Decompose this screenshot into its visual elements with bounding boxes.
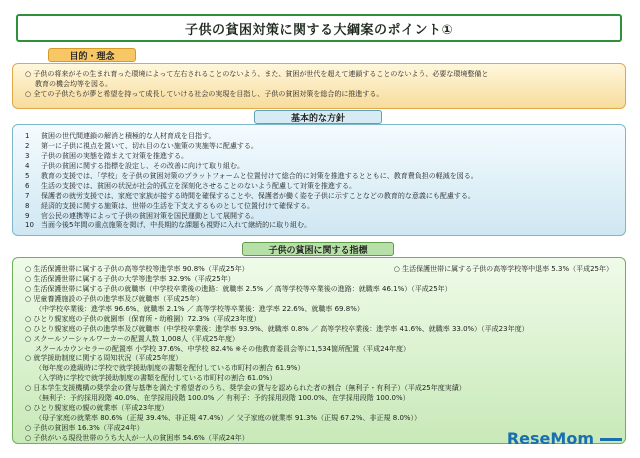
indicator-item: （入学時に学校で就学援助制度の書類を配付している市町村の割合 61.0%） xyxy=(35,374,277,383)
policy-item-number: 8 xyxy=(25,201,30,210)
policy-heading-label: 基本的な方針 xyxy=(290,113,345,124)
indicator-item: （中学校卒業後：進学率 96.6%、就職率 2.1% ／ 高等学校等卒業後：進学率 22.6%、就職率 69.8%） xyxy=(35,304,364,313)
policy-item-number: 1 xyxy=(25,132,30,140)
logo-text: ReseMom xyxy=(506,429,594,448)
purpose-heading-label: 目的・理念 xyxy=(69,51,115,62)
policy-item xyxy=(25,162,613,172)
policy-item xyxy=(25,172,613,182)
policy-item-text: 子供の貧困に関する指標を設定し、その改善に向けて取り組む。 xyxy=(41,161,244,170)
policy-box xyxy=(12,124,626,236)
policy-item xyxy=(25,152,613,162)
policy-item-text: 保護者の就労支援では、家庭で家族が接する時間を確保することや、保護者が働く姿を子供に示すことなどの教育的な意義にも配慮する。 xyxy=(41,191,475,200)
page-title-box xyxy=(16,14,622,42)
policy-item xyxy=(25,132,613,142)
purpose-line: 教育の機会均等を図る。 xyxy=(35,79,112,88)
policy-heading xyxy=(254,110,382,124)
resemom-logo xyxy=(507,429,622,448)
policy-item-text: 子供の貧困の実態を踏まえて対策を推進する。 xyxy=(41,151,188,160)
policy-item xyxy=(25,142,613,152)
policy-item-number: 10 xyxy=(25,221,34,230)
indicator-item: ○ 就学援助制度に関する周知状況（平成25年度） xyxy=(25,354,183,363)
purpose-box xyxy=(12,63,626,109)
indicator-item: ○ 生活保護世帯に属する子供の高等学校等進学率 90.8%（平成25年） xyxy=(25,265,249,273)
indicator-item: ○ ひとり親家庭の子供の進学率及び就職率（中学校卒業後：進学率 93.9%、就職率 0.8% ／ 高等学校卒業後：進学率 41.6%、就職率 33.0%）（平成23年度） xyxy=(25,324,529,333)
policy-item xyxy=(25,221,613,231)
purpose-line: ○ 子供の将来がその生まれ育った環境によって左右されることのないよう、また、貧困が世代を超えて連鎖することのないよう、必要な環境整備と xyxy=(25,70,489,78)
policy-item-number: 5 xyxy=(25,171,30,180)
page-title: 子供の貧困対策に関する大綱案のポイント① xyxy=(184,22,453,38)
policy-item-number: 6 xyxy=(25,181,30,190)
indicator-item: ○ ひとり親家庭の親の就業率（平成23年度） xyxy=(25,404,169,413)
indicators-box xyxy=(12,257,626,444)
policy-item-text: 教育の支援では、「学校」を子供の貧困対策のプラットフォームと位置付けて総合的に対策を推進するとともに、教育費負担の軽減を図る。 xyxy=(41,171,478,180)
purpose-line: ○ 全ての子供たちが夢と希望を持って成長していける社会の実現を目指し、子供の貧困対策を総合的に推進する。 xyxy=(25,89,384,98)
indicator-item: ○ 子供の貧困率 16.3%（平成24年） xyxy=(25,424,144,432)
policy-item-text: 当面今後5年間の重点施策を掲げ、中長期的な課題も視野に入れて継続的に取り組む。 xyxy=(41,221,312,230)
indicator-item: スクールカウンセラーの配置率 小学校 37.6%、中学校 82.4% ※その他教育委員会等に1,534箇所配置（平成24年度） xyxy=(35,344,411,353)
policy-item xyxy=(25,192,613,202)
indicator-item: （母子家庭の就業率 80.6%（正規 39.4%、非正規 47.4%）／ 父子家庭の就業率 91.3%（正規 67.2%、非正規 8.0%）） xyxy=(35,414,422,423)
policy-item xyxy=(25,212,613,222)
purpose-heading xyxy=(48,48,136,62)
logo-mark-icon xyxy=(600,438,622,441)
indicator-row xyxy=(25,265,613,275)
policy-item-number: 7 xyxy=(25,191,30,200)
indicator-item: ○ ひとり親家庭の子供の就園率（保育所・幼稚園）72.3%（平成23年度） xyxy=(25,314,261,323)
policy-item-text: 経済的支援に関する施策は、世帯の生活を下支えするものとして位置付けて確保する。 xyxy=(41,201,314,210)
indicator-item: ○ 生活保護世帯に属する子供の高等学校等中退率 5.3%（平成25年） xyxy=(393,265,613,273)
policy-item xyxy=(25,182,613,192)
policy-item-number: 3 xyxy=(25,151,30,160)
indicators-heading-label: 子供の貧困に関する指標 xyxy=(268,245,368,256)
policy-item-number: 2 xyxy=(25,141,30,150)
indicator-item: ○ 生活保護世帯に属する子供の就職率（中学校卒業後の進路：就職率 2.5% ／ 高等学校等卒業後の進路：就職率 46.1%）（平成25年） xyxy=(25,284,452,293)
policy-item-text: 第一に子供に視点を置いて、切れ目のない施策の実施等に配慮する。 xyxy=(41,141,258,150)
indicator-item: ○ スクールソーシャルワーカーの配置人数 1,008人（平成25年度） xyxy=(25,334,239,343)
policy-item-number: 9 xyxy=(25,211,30,220)
indicator-item: ○ 日本学生支援機構の奨学金の貸与基準を満たす希望者のうち、奨学金の貸与を認められた者の割合（無利子・有利子）（平成25年度実績） xyxy=(25,384,466,393)
policy-item xyxy=(25,202,613,212)
indicator-item: ○ 子供がいる現役世帯のうち大人が一人の貧困率 54.6%（平成24年） xyxy=(25,433,249,442)
indicators-heading xyxy=(242,242,394,256)
policy-item-number: 4 xyxy=(25,161,30,170)
indicator-item: ○ 生活保護世帯に属する子供の大学等進学率 32.9%（平成25年） xyxy=(25,274,235,283)
indicator-item: （毎年度の進級時に学校で就学援助制度の書類を配付している市町村の割合 61.9%） xyxy=(35,364,305,373)
policy-item-text: 生活の支援では、貧困の状況が社会的孤立を深刻化させることのないよう配慮して対策を推進する。 xyxy=(41,181,356,190)
indicator-item: （無利子：予約採用段階 40.0%、在学採用段階 100.0% ／ 有利子：予約採用段階 100.0%、在学採用段階 100.0%） xyxy=(35,394,410,403)
policy-item-text: 官公民の連携等によって子供の貧困対策を国民運動として展開する。 xyxy=(41,211,258,220)
indicator-item: ○ 児童養護施設の子供の進学率及び就職率（平成25年） xyxy=(25,294,204,303)
policy-item-text: 貧困の世代間連鎖の解消と積極的な人材育成を目指す。 xyxy=(41,132,216,140)
